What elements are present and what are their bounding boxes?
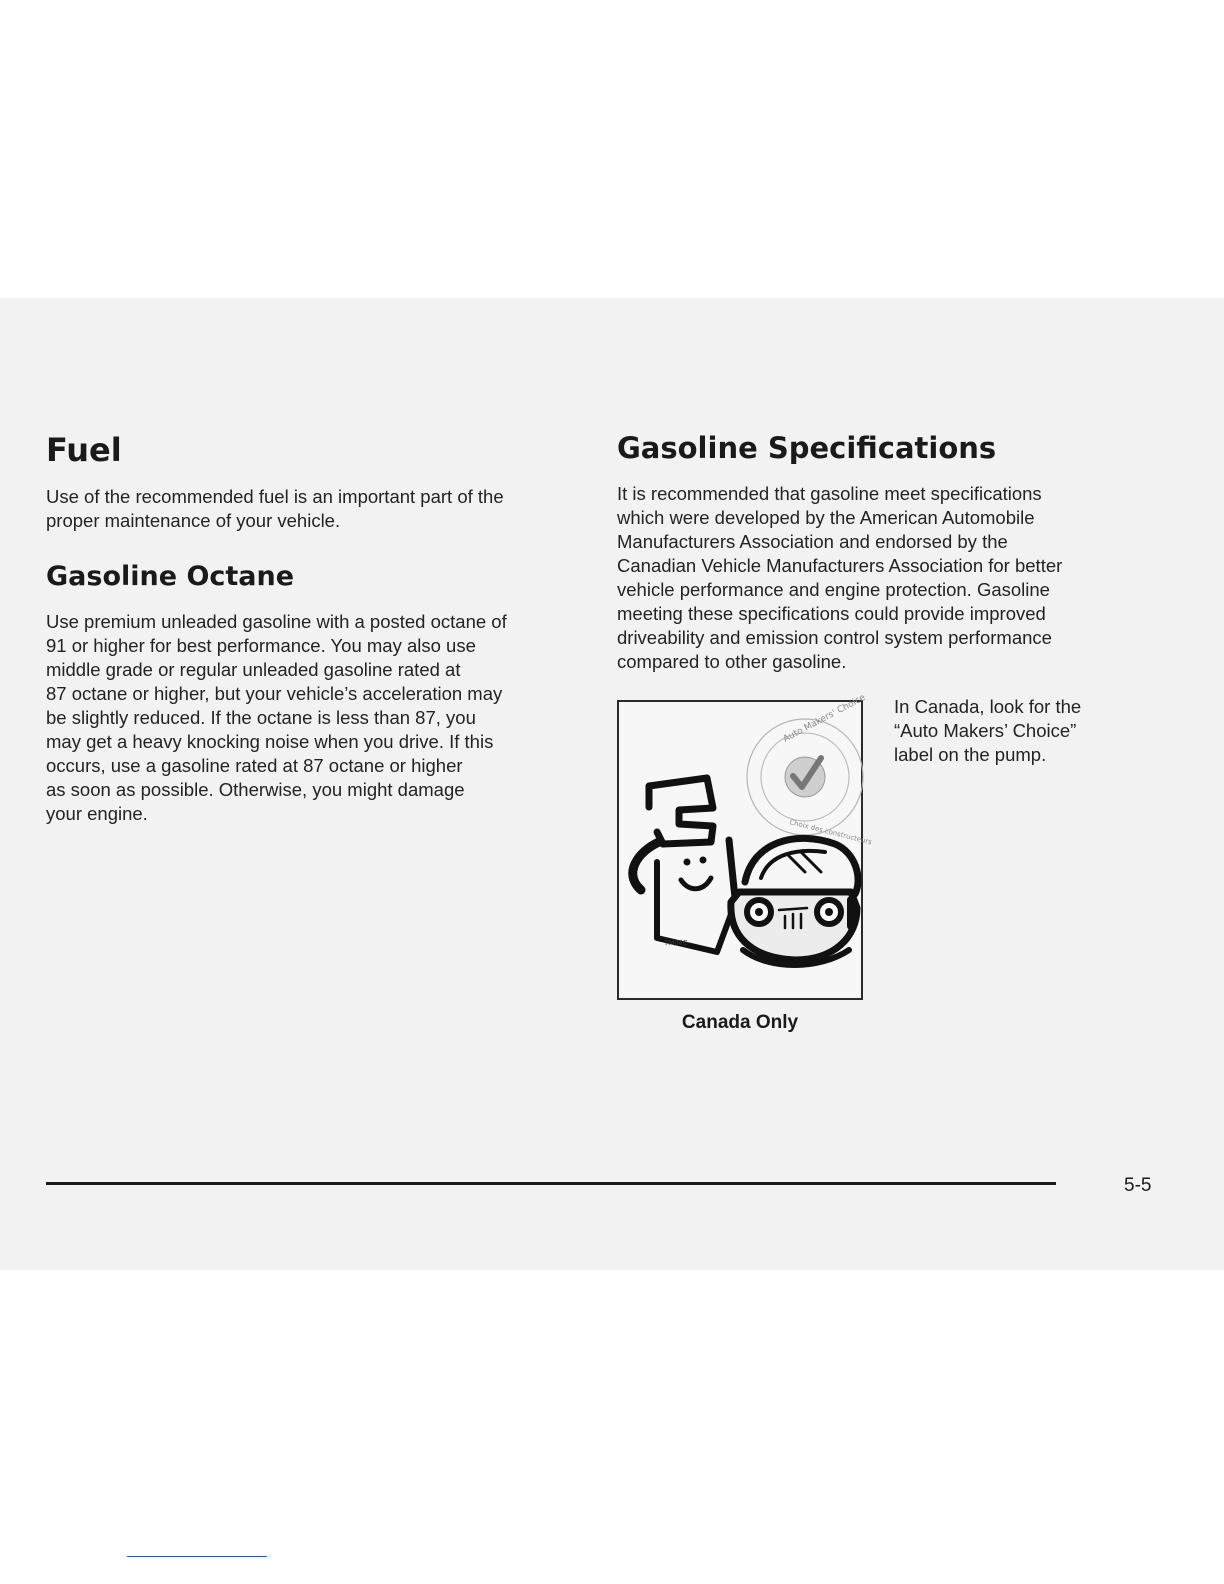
text-line: which were developed by the American Automobile xyxy=(617,507,1035,528)
seal-bottom-text: Choix des constructeurs xyxy=(788,818,873,847)
text-line: 87 octane or higher, but your vehicle’s acceleration may xyxy=(46,683,503,704)
text-line: occurs, use a gasoline rated at 87 octane or higher xyxy=(46,755,463,776)
octane-paragraph xyxy=(46,610,507,826)
page-title: Fuel xyxy=(46,431,122,469)
section-heading-specifications: Gasoline Specifications xyxy=(617,431,997,465)
fuel-intro-paragraph xyxy=(46,485,504,533)
car-character-icon xyxy=(731,838,858,965)
seal-top-text: Auto Makers' Choice xyxy=(781,692,868,745)
text-line: Manufacturers Association and endorsed by the xyxy=(617,531,1008,552)
gas-pump-character-icon xyxy=(633,778,737,952)
text-line: It is recommended that gasoline meet specifications xyxy=(617,483,1042,504)
text-line: label on the pump. xyxy=(894,744,1047,765)
text-line: meeting these specifications could provide improved xyxy=(617,603,1046,624)
text-line: middle grade or regular unleaded gasoline rated at xyxy=(46,659,461,680)
choice-seal-icon xyxy=(747,693,873,847)
text-line: driveability and emission control system performance xyxy=(617,627,1052,648)
text-line: proper maintenance of your vehicle. xyxy=(46,510,341,531)
auto-makers-choice-figure xyxy=(617,692,873,1000)
section-heading-octane: Gasoline Octane xyxy=(46,561,295,592)
canada-label-paragraph xyxy=(894,695,1081,767)
auto-makers-choice-illustration xyxy=(619,692,873,998)
text-line: Use premium unleaded gasoline with a posted octane of xyxy=(46,611,507,632)
trademark-text: TM/MC xyxy=(664,939,688,947)
text-line: as soon as possible. Otherwise, you might damage xyxy=(46,779,465,800)
text-line: may get a heavy knocking noise when you drive. If this xyxy=(46,731,494,752)
specifications-paragraph xyxy=(617,482,1062,674)
text-line: your engine. xyxy=(46,803,148,824)
text-line: “Auto Makers’ Choice” xyxy=(894,720,1077,741)
footer-divider xyxy=(46,1182,1056,1185)
text-line: In Canada, look for the xyxy=(894,696,1082,717)
text-line: vehicle performance and engine protection. Gasoline xyxy=(617,579,1050,600)
text-line: Canadian Vehicle Manufacturers Association for better xyxy=(617,555,1063,576)
figure-caption: Canada Only xyxy=(681,1012,799,1033)
page-number: 5-5 xyxy=(1124,1175,1152,1196)
text-line: be slightly reduced. If the octane is less than 87, you xyxy=(46,707,476,728)
link-underline xyxy=(127,1556,267,1557)
text-line: compared to other gasoline. xyxy=(617,651,847,672)
text-line: 91 or higher for best performance. You may also use xyxy=(46,635,476,656)
text-line: Use of the recommended fuel is an important part of the xyxy=(46,486,504,507)
